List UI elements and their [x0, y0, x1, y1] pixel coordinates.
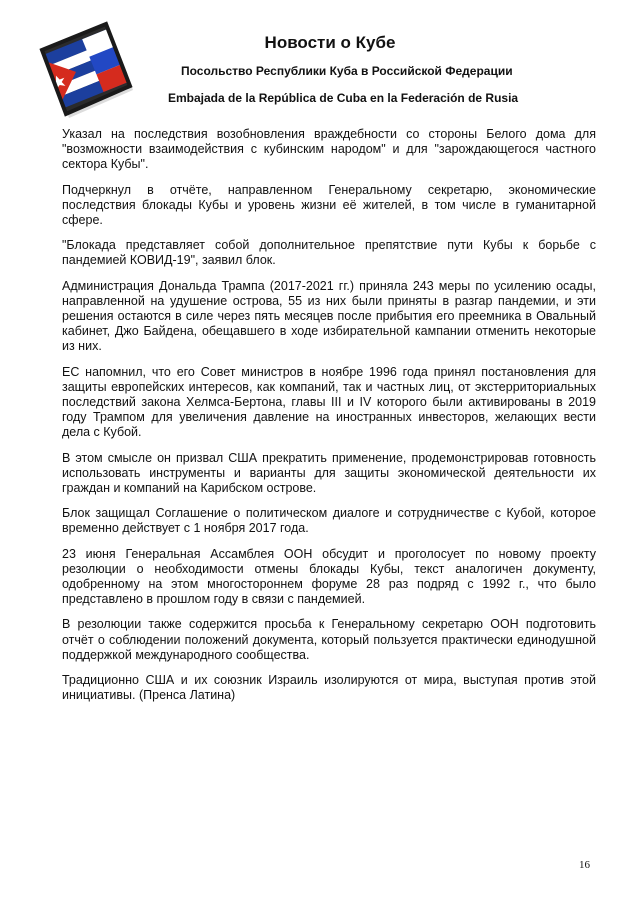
- embassy-name-es: Embajada de la República de Cuba en la Federación de Rusia: [168, 91, 519, 105]
- embassy-name-ru: Посольство Республики Куба в Российской Федерации: [181, 64, 513, 78]
- article-body: [62, 127, 596, 714]
- cuba-russia-flag-icon: [36, 20, 136, 120]
- paragraph: Подчеркнул в отчёте, направленном Генеральному секретарю, экономические последствия блокады Кубы и уровень жизни её жителей, в том числе в гуманитарной сфере.: [62, 182, 596, 228]
- paragraph: Указал на последствия возобновления враждебности со стороны Белого дома для "возможности взаимодействия с кубинским народом" и для "зарождающегося частного сектора Кубы".: [62, 127, 596, 172]
- paragraph: Традиционно США и их союзник Израиль изолируются от мира, выступая против этой инициативы. (Пренса Латина): [62, 673, 596, 703]
- page-number: 16: [579, 859, 590, 871]
- paragraph: ЕС напомнил, что его Совет министров в ноябре 1996 года принял постановления для защиты европейских интересов, как компаний, так и частных лиц, от экстерриториальных последствий закона Хелмса-Бертона, главы III и IV которого были активированы в 2019 году Трампом для увеличения давление на иностранных инвесторов, желающих вести дела с Кубой.: [62, 364, 596, 440]
- paragraph: В этом смысле он призвал США прекратить применение, продемонстрировав готовность использовать инструменты и варианты для защиты экономической деятельности их граждан и компаний на Карибском острове.: [62, 450, 596, 496]
- paragraph: Блок защищал Соглашение о политическом диалоге и сотрудничестве с Кубой, которое временно действует с 1 ноября 2017 года.: [62, 506, 596, 536]
- paragraph: Администрация Дональда Трампа (2017-2021 гг.) приняла 243 меры по усилению осады, направленной на удушение острова, 55 из них были приняты в разгар пандемии, и эти решения остаются в силе через пять месяцев после прибытия его преемника в Овальный кабинет, Джо Байдена, обещавшего в ходе избирательной кампании отменить некоторые из них.: [62, 278, 596, 354]
- paragraph: "Блокада представляет собой дополнительное препятствие пути Кубы к борьбе с пандемией КОВИД-19", заявил блок.: [62, 238, 596, 268]
- page-title: Новости о Кубе: [264, 33, 396, 52]
- paragraph: В резолюции также содержится просьба к Генеральному секретарю ООН подготовить отчёт о соблюдении положений документа, который пользуется практически единодушной поддержкой международного сообщества.: [62, 617, 596, 662]
- paragraph: 23 июня Генеральная Ассамблея ООН обсудит и проголосует по новому проекту резолюции о необходимости отмены блокады Кубы, текст аналогичен документу, одобренному на этом многостороннем форуме 28 раз подряд с 1992 г., что было представлено в прошлом году в связи с пандемией.: [62, 546, 596, 607]
